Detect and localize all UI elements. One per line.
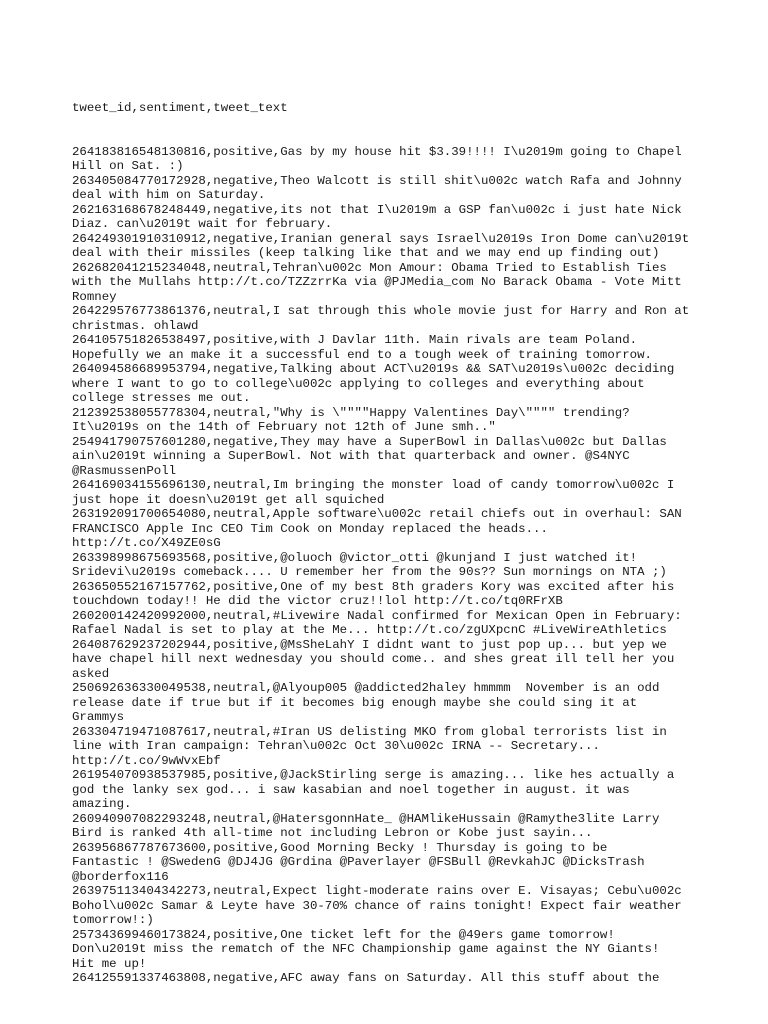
csv-text-line: Rafael Nadal is set to play at the Me... http://t.co/zgUXpcnC #LiveWireAthletics [72, 623, 667, 637]
csv-text-line: Bohol\u002c Samar & Leyte have 30-70% chance of rains tonight! Expect fair weather [72, 898, 682, 913]
csv-text-line: 263304719471087617,neutral,#Iran US delisting MKO from global terrorists list in [72, 724, 667, 739]
csv-text-line: 264125591337463808,negative,AFC away fans on Saturday. All this stuff about the [72, 971, 660, 985]
csv-text-line: 250692636330049538,neutral,@Alyoup005 @addicted2haley hmmmm November is an odd [72, 681, 660, 695]
csv-text-line: tomorrow!:) [72, 913, 154, 927]
csv-text-line: Don\u2019t miss the rematch of the NFC Championship game against the NY Giants! [72, 942, 660, 956]
csv-text-line: christmas. ohlawd [72, 318, 199, 333]
csv-text-line: 263405084770172928,negative,Theo Walcott is still shit\u002c watch Rafa and Johnny [72, 173, 682, 188]
csv-text-line: deal with him on Saturday. [72, 188, 266, 202]
csv-text-line: 260940907082293248,neutral,@HatersgonnHate_ @HAMlikeHussain @Ramythe3lite Larry [72, 811, 660, 826]
csv-text-line: 263956867787673600,positive,Good Morning Becky ! Thursday is going to be [72, 840, 608, 855]
csv-text-line: 264229576773861376,neutral,I sat through this whole movie just for Harry and Ron at [72, 304, 690, 318]
csv-text-line: amazing. [72, 797, 132, 811]
csv-text-line: 263192091700654080,neutral,Apple software\u002c retail chiefs out in overhaul: SAN [72, 507, 682, 521]
csv-text-line: Diaz. can\u2019t wait for february. [72, 217, 333, 231]
csv-text-line: 263398998675693568,positive,@oluoch @victor_otti @kunjand I just watched it! [72, 550, 638, 565]
csv-text-line: Hit me up! [72, 956, 147, 971]
csv-text-line: have chapel hill next wednesday you should come.. and shes great ill tell her you [72, 652, 675, 666]
csv-text-line: college stresses me out. [72, 391, 251, 405]
csv-text-line: 264094586689953794,negative,Talking about ACT\u2019s && SAT\u2019s\u002c deciding [72, 362, 675, 376]
csv-body [72, 145, 702, 986]
csv-text-line: http://t.co/9wWvxEbf [72, 753, 221, 768]
csv-text-line: line with Iran campaign: Tehran\u002c Oct 30\u002c IRNA -- Secretary... [72, 739, 600, 753]
csv-text-line: Grammys [72, 710, 125, 724]
csv-text-line: 260200142420992000,neutral,#Livewire Nadal confirmed for Mexican Open in February: [72, 608, 682, 623]
csv-text-line: Hill on Sat. :) [72, 159, 184, 173]
csv-text-line: @RasmussenPoll [72, 463, 177, 478]
csv-text-line: ain\u2019t winning a SuperBowl. Not with that quarterback and owner. @S4NYC [72, 449, 630, 463]
csv-text-line: deal with their missiles (keep talking like that and we may end up finding out) [72, 246, 660, 260]
csv-text-line: 262682041215234048,neutral,Tehran\u002c Mon Amour: Obama Tried to Establish Ties [72, 260, 667, 275]
csv-text-line: just hope it doesn\u2019t get all squiched [72, 492, 385, 507]
csv-text-line: with the Mullahs http://t.co/TZZzrrKa via @PJMedia_com No Barack Obama - Vote Mitt [72, 275, 682, 289]
csv-text-line: 264169034155696130,neutral,Im bringing the monster load of candy tomorrow\u002c I [72, 478, 675, 492]
csv-text-line: release date if true but if it becomes big enough maybe she could sing it at [72, 695, 638, 710]
csv-document [72, 72, 702, 1000]
csv-text-line: Sridevi\u2019s comeback.... U remember her from the 90s?? Sun mornings on NTA ;) [72, 565, 667, 579]
csv-text-line: 257343699460173824,positive,One ticket left for the @49ers game tomorrow! [72, 927, 615, 942]
csv-text-line: @borderfox116 [72, 869, 169, 884]
csv-text-line: touchdown today!! He did the victor cruz!!lol http://t.co/tq0RFrXB [72, 594, 563, 608]
csv-header-line: tweet_id,sentiment,tweet_text [72, 101, 288, 115]
csv-text-line: 264249301910310912,negative,Iranian general says Israel\u2019s Iron Dome can\u2019t [72, 231, 690, 246]
csv-text-line: It\u2019s on the 14th of February not 12th of June smh.." [72, 420, 496, 434]
csv-text-line: 263650552167157762,positive,One of my best 8th graders Kory was excited after his [72, 579, 675, 594]
csv-text-line: 264087629237202944,positive,@MsSheLahY I didnt want to just pop up... but yep we [72, 637, 667, 652]
csv-text-line: Hopefully we an make it a successful end to a tough week of training tomorrow. [72, 347, 652, 362]
csv-text-line: FRANCISCO Apple Inc CEO Tim Cook on Monday replaced the heads... [72, 521, 548, 536]
csv-text-line: Fantastic ! @SwedenG @DJ4JG @Grdina @Paverlayer @FSBull @RevkahJC @DicksTrash [72, 855, 645, 869]
csv-text-line: god the lanky sex god... i saw kasabian and noel together in august. it was [72, 782, 630, 797]
csv-text-line: Bird is ranked 4th all-time not including Lebron or Kobe just sayin... [72, 826, 593, 840]
csv-text-line: 261954070938537985,positive,@JackStirling serge is amazing... like hes actually a [72, 768, 675, 782]
csv-text-line: 263975113404342273,neutral,Expect light-moderate rains over E. Visayas; Cebu\u002c [72, 884, 682, 898]
csv-text-line: 262163168678248449,negative,its not that I\u2019m a GSP fan\u002c i just hate Nick [72, 202, 682, 217]
csv-text-line: Romney [72, 289, 117, 304]
csv-text-line: asked [72, 666, 110, 681]
csv-text-line: 254941790757601280,negative,They may have a SuperBowl in Dallas\u002c but Dallas [72, 434, 667, 449]
csv-text-line: http://t.co/X49ZE0sG [72, 536, 221, 550]
csv-text-line: 264183816548130816,positive,Gas by my house hit $3.39!!!! I\u2019m going to Chapel [72, 144, 682, 159]
csv-text-line: 264105751826538497,positive,with J Davlar 11th. Main rivals are team Poland. [72, 333, 638, 347]
csv-text-line: where I want to go to college\u002c applying to colleges and everything about [72, 376, 645, 391]
csv-text-line: 212392538055778304,neutral,"Why is \""""Happy Valentines Day\"""" trending? [72, 405, 630, 420]
